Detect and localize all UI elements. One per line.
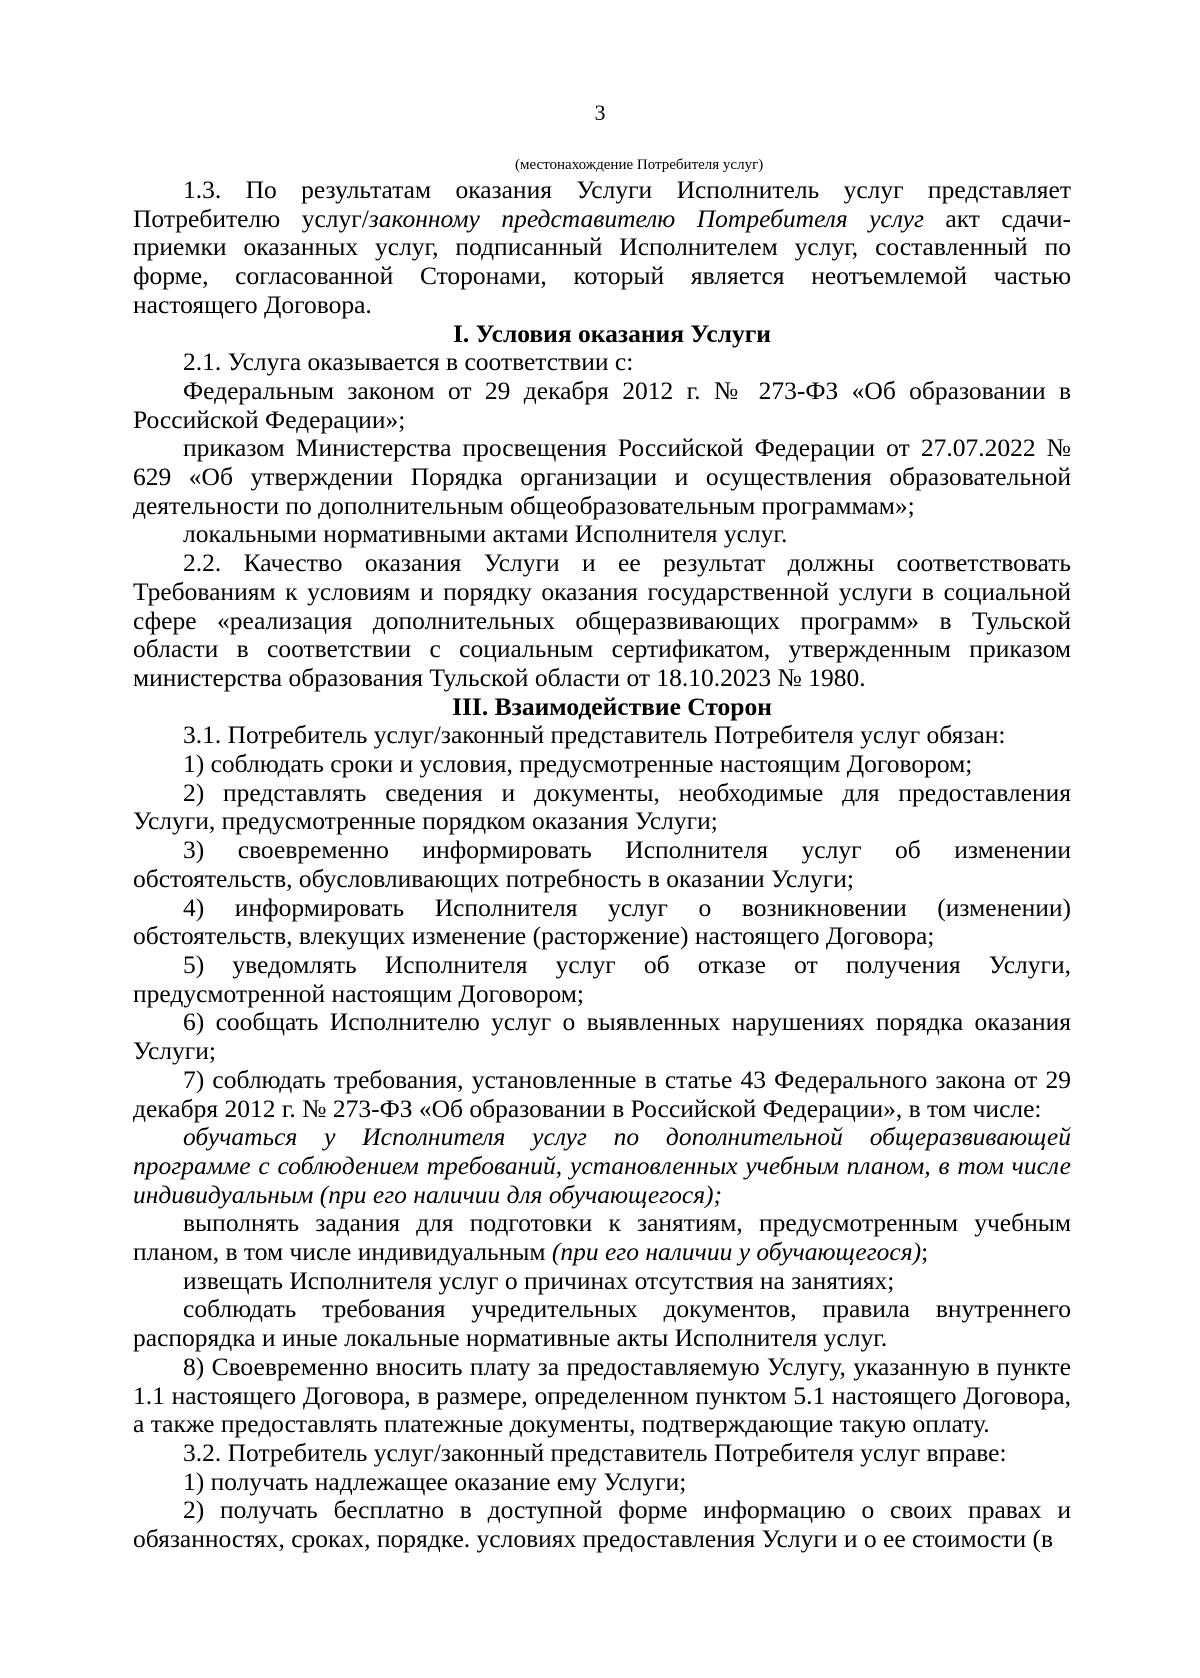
paragraph-2-1-local-acts: локальными нормативными актами Исполнителя услуг. [183,519,788,549]
list-item-3-1-3: 3) своевременно информировать Исполнителя услуг об изменении обстоятельств, обусловливающих потребность в оказании Услуги; [133,835,1071,893]
list-item-7-assignments [133,1209,1071,1266]
list-item-3-1-5: 5) уведомлять Исполнителя услуг об отказе от получения Услуги, предусмотренной настоящим Договором; [133,949,1071,1008]
list-item-7-study: обучаться у Исполнителя услуг по дополнительной общеразвивающей программе с соблюдением требований, установленных учебным планом, в том числе индивидуальным (при его наличии для обучающегося); [133,1122,1071,1209]
paragraph-1-3 [133,176,1071,320]
list-item-3-1-8: 8) Своевременно вносить плату за предоставляемую Услугу, указанную в пункте 1.1 настоящего Договора, в размере, определенном пунктом 5.1 настоящего Договора, а также предоставлять платежные документы, подтверждающие такую оплату. [133,1351,1071,1439]
paragraph-1-3-text-end: акт сдачи-приемки оказанных услуг, подписанный Исполнителем услуг, составленный по форме, согласованной Сторонами, который является неотъемлемой частью настоящего Договора. [133,203,1071,319]
section-heading-3: III. Взаимодействие Сторон [452,691,772,721]
list-item-7-rules: соблюдать требования учредительных документов, правила внутреннего распорядка и иные локальные нормативные акты Исполнителя услуг. [133,1294,1071,1353]
paragraph-1-3-text: 1.3. По результатам оказания Услуги Исполнитель услуг представляет Потребителю услуг/ [133,175,1071,233]
list-item-3-1-7: 7) соблюдать требования, установленные в статье 43 Федерального закона от 29 декабря 2012 г. № 273-ФЗ «Об образовании в Российской Федерации», в том числе: [133,1064,1071,1123]
paragraph-2-1-federal-law: Федеральным законом от 29 декабря 2012 г. № 273-ФЗ «Об образовании в Российской Федерации»; [133,375,1071,434]
paragraph-3-2: 3.2. Потребитель услуг/законный представитель Потребителя услуг вправе: [183,1437,1007,1467]
list-item-7-assignments-text: выполнять задания для подготовки к занятиям, предусмотренным учебным планом, в том числе индивидуальным [133,1208,1071,1267]
paragraph-2-2: 2.2. Качество оказания Услуги и ее результат должны соответствовать Требованиям к условиям и порядку оказания государственной услуги в социальной сфере «реализация дополнительных общеразвивающих программ» в Тульской области в соответствии с социальным сертификатом, утвержденным приказом министерства образования Тульской области от 18.10.2023 № 1980. [133,548,1071,692]
list-item-3-1-1: 1) соблюдать сроки и условия, предусмотренные настоящим Договором; [183,749,973,779]
document-body [133,176,1071,1554]
paragraph-3-1: 3.1. Потребитель услуг/законный представитель Потребителя услуг обязан: [183,720,1006,750]
list-item-3-1-6: 6) сообщать Исполнителю услуг о выявленных нарушениях порядка оказания Услуги; [133,1007,1071,1066]
paragraph-2-1-order: приказом Министерства просвещения Российской Федерации от 27.07.2022 № 629 «Об утверждении Порядка организации и осуществления образовательной деятельности по дополнительным общеобразовательным программам»; [133,433,1071,520]
list-item-3-2-2: 2) получать бесплатно в доступной форме информацию о своих правах и обязанностях, сроках, порядке. условиях предоставления Услуги и о ее стоимости (в [133,1495,1071,1554]
list-item-3-1-2: 2) представлять сведения и документы, необходимые для предоставления Услуги, предусмотренные порядком оказания Услуги; [133,777,1071,836]
page-number: 3 [594,100,606,125]
list-item-7-assignments-italic: (при его наличии у обучающегося) [551,1237,922,1267]
paragraph-1-3-italic: законному представителю Потребителя услуг [368,203,924,233]
list-item-7-absence: извещать Исполнителя услуг о причинах отсутствия на занятиях; [183,1265,895,1295]
list-item-3-1-4: 4) информировать Исполнителя услуг о возникновении (изменении) обстоятельств, влекущих изменение (расторжение) настоящего Договора; [133,892,1071,951]
paragraph-2-1: 2.1. Услуга оказывается в соответствии с: [183,347,634,377]
location-caption: (местонахождение Потребителя услуг) [515,157,764,173]
list-item-7-assignments-end: ; [921,1237,929,1267]
list-item-3-2-1: 1) получать надлежащее оказание ему Услуги; [183,1466,687,1496]
section-heading-1: I. Условия оказания Услуги [453,318,771,348]
